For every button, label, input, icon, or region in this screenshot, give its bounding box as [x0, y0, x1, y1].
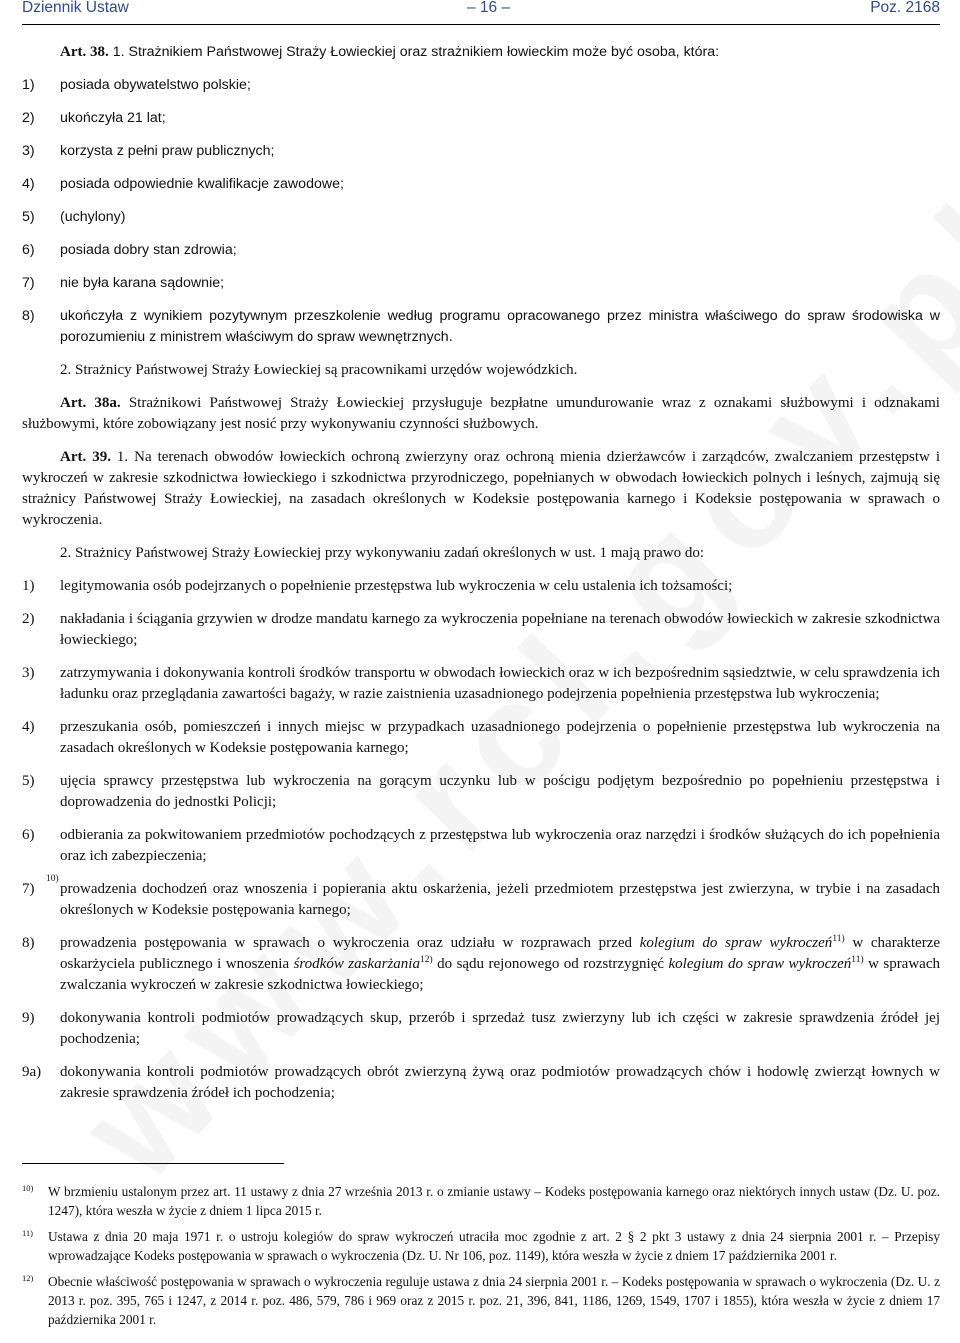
- footnote-ref[interactable]: 10): [46, 874, 59, 884]
- list-item: [22, 825, 940, 867]
- list-item: [22, 576, 940, 597]
- item-text: ukończyła z wynikiem pozytywnym przeszkolenie według programu opracowanego przez ministra właściwego do spraw środowiska w porozumieniu z ministrem właściwym do spraw wewnętrznych.: [60, 308, 940, 345]
- item-text: odbierania za pokwitowaniem przedmiotów pochodzących z przestępstwa lub wykroczenia oraz narzędzi i środków służących do ich popełnienia oraz ich zabezpieczenia;: [60, 827, 940, 864]
- art38-lead: [22, 42, 940, 63]
- journal-title: Dziennik Ustaw: [22, 0, 129, 16]
- footnote: [22, 1182, 940, 1220]
- footnote-divider: [22, 1163, 284, 1164]
- art38-items: [22, 75, 940, 348]
- list-item: [22, 874, 940, 921]
- list-item: [22, 609, 940, 651]
- article-number: Art. 38.: [60, 44, 109, 60]
- item-number: 5): [22, 773, 35, 789]
- list-item: [22, 75, 940, 96]
- footnote-text: Obecnie właściwość postępowania w sprawach o wykroczenia reguluje ustawa z dnia 24 sierpnia 2001 r. – Kodeks postępowania w sprawach o wykroczenia (Dz. U. z 2013 r. poz. 395, 765 i 1247, z 2014 r. poz. 486, 579, 786 i 969 oraz z 2015 r. poz. 21, 396, 841, 1186, 1269, 1549, 1707 i 1855), która weszła w życie z dniem 17 października 2001 r.: [48, 1274, 940, 1327]
- item-number: 6): [22, 827, 35, 843]
- item-number: 3): [22, 665, 35, 681]
- art38a-text: Strażnikowi Państwowej Straży Łowieckiej przysługuje bezpłatne umundurowanie wraz z oznakami służbowymi i odznakami służbowymi, które zobowiązany jest nosić przy wykonywaniu czynności służbowych.: [22, 395, 940, 432]
- list-item: [22, 663, 940, 705]
- item-number: 9a): [22, 1064, 42, 1080]
- item-number: 3): [22, 143, 35, 159]
- item-number: 2): [22, 611, 35, 627]
- footnote-number: 12): [22, 1273, 34, 1283]
- item-number: 4): [22, 176, 35, 192]
- item-number: 4): [22, 719, 35, 735]
- item-text: korzysta z pełni praw publicznych;: [60, 143, 275, 159]
- item-text: dokonywania kontroli podmiotów prowadzących obrót zwierzyną żywą oraz podmiotów prowadzących chów i hodowlę zwierząt łownych w zakresie sprawdzenia źródeł ich pochodzenia;: [60, 1064, 940, 1101]
- item-number: 8): [22, 308, 35, 324]
- item-text: posiada odpowiednie kwalifikacje zawodowe;: [60, 176, 344, 192]
- item-text: nie była karana sądownie;: [60, 275, 225, 291]
- art38a: [22, 393, 940, 435]
- list-item: [22, 141, 940, 162]
- article-number: Art. 38a.: [60, 395, 121, 411]
- art38-paragraph-2: 2. Strażnicy Państwowej Straży Łowieckiej są pracownikami urzędów wojewódzkich.: [60, 362, 578, 378]
- art39-items: [22, 576, 940, 921]
- item-number: 9): [22, 1010, 35, 1026]
- item-text: ukończyła 21 lat;: [60, 110, 166, 126]
- item-text: zatrzymywania i dokonywania kontroli środków transportu w obwodach łowieckich oraz w ich bezpośrednim sąsiedztwie, w celu sprawdzenia ich ładunku oraz przeglądania zawartości bagaży, w razie zaistnienia uzasadnionego podejrzenia popełnienia przestępstwa lub wykroczenia;: [60, 665, 940, 702]
- page-header: [22, 0, 940, 25]
- footnote-number: 11): [22, 1228, 34, 1238]
- footnote-ref[interactable]: 11): [851, 955, 864, 965]
- item-number: 1): [22, 77, 35, 93]
- item-text: przeszukania osób, pomieszczeń i innych miejsc w przypadkach uzasadnionego podejrzenia o popełnienie przestępstwa lub wykroczenia na zasadach określonych w Kodeksie postępowania karnego;: [60, 719, 940, 756]
- footnote: [22, 1227, 940, 1265]
- item-number: 5): [22, 209, 35, 225]
- list-item: [22, 273, 940, 294]
- art39-items-end: [22, 1008, 940, 1104]
- list-item: [22, 933, 940, 996]
- footnote: [22, 1272, 940, 1329]
- item-text: prowadzenia dochodzeń oraz wnoszenia i popierania aktu oskarżenia, jeżeli przedmiotem przestępstwa jest zwierzyna, w trybie i na zasadach określonych w Kodeksie postępowania karnego;: [60, 881, 940, 918]
- item-number: 7): [22, 275, 35, 291]
- footnote-ref[interactable]: 11): [832, 934, 845, 944]
- art38-lead-text: 1. Strażnikiem Państwowej Straży Łowieckiej oraz strażnikiem łowieckim może być osoba, która:: [112, 44, 720, 60]
- footnotes: [22, 1182, 940, 1336]
- list-item: [22, 207, 940, 228]
- item-number: 7): [22, 881, 35, 897]
- item-text: posiada obywatelstwo polskie;: [60, 77, 251, 93]
- item-text: dokonywania kontroli podmiotów prowadzących skup, przerób i sprzedaż tusz zwierzyny lub ich części w zakresie sprawdzenia źródeł jej pochodzenia;: [60, 1010, 940, 1047]
- item-text: prowadzenia postępowania w sprawach o wykroczenia oraz udziału w rozprawach przed kolegium do spraw wykroczeń$^{11)}$ w charakterze oskarżyciela publicznego i wnoszenia środków zaskarżania$^{12)}$ do sądu rejonowego od rozstrzygnięć kolegium do spraw wykroczeń$^{11)}$ w sprawach zwalczania wykroczeń w zakresie szkodnictwa łowieckiego;: [60, 934, 941, 993]
- list-item: [22, 108, 940, 129]
- art39-paragraph-2: 2. Strażnicy Państwowej Straży Łowieckiej przy wykonywaniu zadań określonych w ust. 1 mają prawo do:: [60, 545, 705, 561]
- item-text: legitymowania osób podejrzanych o popełnienie przestępstwa lub wykroczenia w celu ustalenia ich tożsamości;: [60, 578, 733, 594]
- footnote-number: 10): [22, 1183, 34, 1193]
- list-item: [22, 1062, 940, 1104]
- document-body: [22, 42, 940, 1116]
- footnote-text: W brzmieniu ustalonym przez art. 11 ustawy z dnia 27 września 2013 r. o zmianie ustawy – Kodeks postępowania karnego oraz niektórych innych ustaw (Dz. U. poz. 1247), która weszła w życie z dniem 1 lipca 2015 r.: [48, 1184, 940, 1218]
- item-text: posiada dobry stan zdrowia;: [60, 242, 237, 258]
- item-text: nakładania i ściągania grzywien w drodze mandatu karnego za wykroczenia popełniane na terenach obwodów łowieckich w zakresie szkodnictwa łowieckiego;: [60, 611, 940, 648]
- item-number: 2): [22, 110, 35, 126]
- art39-paragraph-1: [22, 447, 940, 531]
- footnote-ref[interactable]: 12): [419, 955, 433, 965]
- list-item: [22, 174, 940, 195]
- item-text: ujęcia sprawcy przestępstwa lub wykroczenia na gorącym uczynku lub w pościgu podjętym bezpośrednio po popełnieniu przestępstwa i doprowadzenia do jednostki Policji;: [60, 773, 940, 810]
- list-item: [22, 717, 940, 759]
- list-item: [22, 306, 940, 348]
- item-text: (uchylony): [60, 209, 126, 225]
- footnote-text: Ustawa z dnia 20 maja 1971 r. o ustroju kolegiów do spraw wykroczeń utraciła moc zgodnie z art. 2 § 2 pkt 3 ustawy z dnia 24 sierpnia 2001 r. – Przepisy wprowadzające Kodeks postępowania w sprawach o wykroczenia (Dz. U. Nr 106, poz. 1149), która weszła w życie z dniem 17 października 2001 r.: [48, 1229, 940, 1263]
- position-number: Poz. 2168: [870, 0, 940, 16]
- art39-p1-text: 1. Na terenach obwodów łowieckich ochroną zwierzyny oraz ochroną mienia dzierżawców i zarządców, zwalczaniem przestępstw i wykroczeń w zakresie szkodnictwa łowieckiego i szkodnictwa przyrodniczego, popełnianych w obwodach łowieckich polnych i leśnych, zajmują się strażnicy Państwowej Straży Łowieckiej, na zasadach określonych w Kodeksie postępowania karnego i Kodeksie postępowania w sprawach o wykroczenia.: [22, 449, 940, 528]
- article-number: Art. 39.: [60, 449, 111, 465]
- list-item: [22, 240, 940, 261]
- page-number: – 16 –: [467, 0, 511, 16]
- list-item: [22, 771, 940, 813]
- item-number: 1): [22, 578, 35, 594]
- item-number: 8): [22, 935, 35, 951]
- list-item: [22, 1008, 940, 1050]
- item-number: 6): [22, 242, 35, 258]
